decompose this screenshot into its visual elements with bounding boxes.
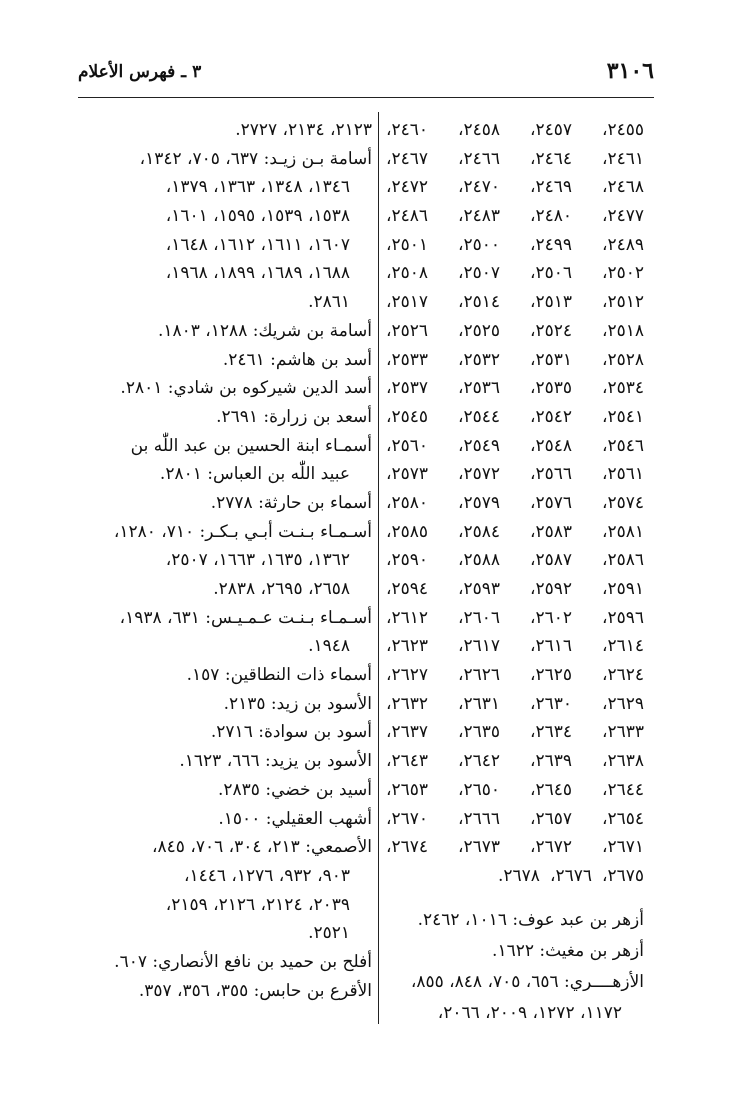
index-entry <box>92 747 372 776</box>
index-number: ٢٦٥٤، <box>601 808 644 829</box>
index-entry <box>92 805 372 834</box>
entry-continuation: ١٦٠٧، ١٦١١، ١٦١٢، ١٦٤٨، <box>165 234 350 255</box>
page-number: ٣١٠٦ <box>606 58 654 84</box>
index-entry <box>386 967 644 1029</box>
index-number: ٢٥١٨، <box>601 320 644 341</box>
entry-heading: الأصمعي: ٢١٣، ٣٠٤، ٧٠٦، ٨٤٥، <box>152 837 372 858</box>
index-number: ٢٥٠٠، <box>458 234 501 255</box>
index-number-row <box>386 231 644 260</box>
index-number: ٢٥٨٥، <box>386 521 429 542</box>
index-number: ٢٦١٧، <box>458 636 501 657</box>
index-number: ٢٥٣٤، <box>601 378 644 399</box>
index-entry <box>92 432 372 489</box>
index-number-row <box>386 690 644 719</box>
index-entry <box>92 977 372 1006</box>
index-number-row <box>386 747 644 776</box>
index-number-row <box>386 288 644 317</box>
entry-heading: أسـمـاء بـنـت عـمـيـس: ٦٣١، ١٩٣٨، <box>119 607 372 628</box>
index-number: ٢٥١٧، <box>386 292 429 313</box>
index-number-row <box>386 145 644 174</box>
index-entry <box>92 776 372 805</box>
index-number: ٢٦١٢، <box>386 607 429 628</box>
index-number: ٢٥٧٩، <box>458 492 501 513</box>
index-entry <box>92 346 372 375</box>
index-number: ٢٦٢٧، <box>386 665 429 686</box>
index-number-row <box>386 805 644 834</box>
entry-heading: أسمـاء ابنة الحسين بن عبد اللّٰه بن <box>130 435 372 456</box>
index-number: ٢٥٧٢، <box>458 464 501 485</box>
index-number: ٢٦٧٦، <box>549 865 592 886</box>
index-number: ٢٥٤٦، <box>601 435 644 456</box>
index-number-row <box>386 489 644 518</box>
index-entry <box>386 936 644 967</box>
index-number: ٢٦٢٩، <box>601 693 644 714</box>
index-number: ٢٥٩٣، <box>458 579 501 599</box>
index-number: ٢٦٣٣، <box>601 722 644 743</box>
index-number: ٢٦٧١، <box>601 837 644 858</box>
index-number: ٢٤٩٩، <box>529 234 573 255</box>
index-number-row <box>386 575 644 604</box>
index-number: ٢٤٥٨، <box>458 120 501 140</box>
index-number-row <box>386 862 644 891</box>
column-divider <box>378 112 379 1024</box>
index-number: ٢٥٣٧، <box>386 378 429 399</box>
index-number-row <box>386 632 644 661</box>
entry-continuation: ٢٨٦١. <box>308 292 350 313</box>
index-number: ٢٤٦٨، <box>601 177 644 198</box>
index-number: ٢٤٦٩، <box>529 177 573 198</box>
index-number: ٢٥٤٢، <box>529 406 573 427</box>
index-number-row <box>386 202 644 231</box>
index-entry <box>92 145 372 317</box>
index-number: ٢٥١٣، <box>529 292 573 313</box>
index-number: ٢٦٤٣، <box>386 751 429 772</box>
index-entry <box>92 518 372 604</box>
index-number: ٢٤٨٣، <box>458 206 501 227</box>
index-number: ٢٦٣١، <box>458 693 501 714</box>
index-number: ٢٦٣٨، <box>601 751 644 772</box>
entry-heading: أسيد بن خضي: ٢٨٣٥. <box>218 779 372 800</box>
entry-continuation: ١٥٣٨، ١٥٣٩، ١٥٩٥، ١٦٠١، <box>165 206 350 227</box>
index-number: ٢٥٢٦، <box>386 320 429 341</box>
index-entry <box>92 116 372 145</box>
index-number: ٢٥٧٦، <box>529 492 573 513</box>
index-number-row <box>386 374 644 403</box>
index-entry <box>386 905 644 936</box>
index-number: ٢٤٥٥، <box>601 120 644 140</box>
index-number: ٢٤٦٤، <box>529 148 573 169</box>
index-number: ٢٥٦٦، <box>529 464 573 485</box>
entry-continuation: ١١٧٢، ١٢٧٢، ٢٠٠٩، ٢٠٦٦، <box>437 1002 622 1023</box>
index-number: ٢٦١٤، <box>601 636 644 657</box>
index-number: ٢٤٦٠، <box>386 120 429 140</box>
entry-spacer <box>386 891 644 905</box>
index-number: ٢٦٢٣، <box>386 636 429 657</box>
entry-continuation: ٩٠٣، ٩٣٢، ١٢٧٦، ١٤٤٦، <box>183 865 350 886</box>
index-entry <box>92 317 372 346</box>
index-number: ٢٦٥٧، <box>529 808 573 829</box>
index-number-row <box>386 346 644 375</box>
index-number: ٢٤٦١، <box>601 148 644 169</box>
entry-heading: أسد الدين شيركوه بن شادي: ٢٨٠١. <box>120 378 372 399</box>
index-number: ٢٦٣٠، <box>529 693 573 714</box>
index-number-row <box>386 259 644 288</box>
index-number: ٢٦٤٢، <box>458 751 501 772</box>
entry-heading: أسـمـاء بـنـت أبـي بـكـر: ٧١٠، ١٢٨٠، <box>113 521 372 542</box>
entry-heading: أسد بن هاشم: ٢٤٦١. <box>222 349 372 370</box>
index-number: ٢٥٤٤، <box>458 406 501 427</box>
entry-heading: أزهر بن مغيث: ١٦٢٢. <box>492 940 644 961</box>
entry-heading: أسماء بن حارثة: ٢٧٧٨. <box>210 492 372 513</box>
right-column <box>386 116 644 1029</box>
index-number: ٢٦٧٨. <box>498 865 540 886</box>
index-number: ٢٥٣١، <box>529 349 573 370</box>
index-number: ٢٥٧٣، <box>386 464 429 485</box>
index-number: ٢٥٣٢، <box>458 349 501 370</box>
index-entry <box>92 948 372 977</box>
entry-continuation: ١٦٨٨، ١٦٨٩، ١٨٩٩، ١٩٦٨، <box>165 263 350 284</box>
index-entry <box>92 661 372 690</box>
left-column <box>92 116 372 1005</box>
entry-continuation: ١٩٤٨. <box>308 636 350 657</box>
index-number: ٢٥١٢، <box>601 292 644 313</box>
index-number: ٢٥٢٨، <box>601 349 644 370</box>
index-number: ٢٥٤٥، <box>386 406 429 427</box>
index-number: ٢٦٢٥، <box>529 665 573 686</box>
index-number: ٢٥٢٤، <box>529 320 573 341</box>
entry-continuation: ٢٥٢١. <box>308 923 350 944</box>
index-number: ٢٥٠٢، <box>601 263 644 284</box>
index-number: ٢٦٧٣، <box>458 837 501 858</box>
entry-heading: أفلح بن حميد بن نافع الأنصاري: ٦٠٧. <box>114 951 372 972</box>
index-number: ٢٥٣٣، <box>386 349 429 370</box>
index-number: ٢٥٨٦، <box>601 550 644 571</box>
index-number: ٢٥٠٧، <box>458 263 501 284</box>
entry-heading: أشهب العقيلي: ١٥٠٠. <box>218 808 372 829</box>
entry-heading: أسعد بن زرارة: ٢٦٩١. <box>216 406 372 427</box>
index-number: ٢٤٥٧، <box>529 120 573 140</box>
entry-heading: أسامة بـن زيـد: ٦٣٧، ٧٠٥، ١٣٤٢، <box>139 148 372 169</box>
index-number-row <box>386 173 644 202</box>
index-number: ٢٥٨٧، <box>529 550 573 571</box>
index-number: ٢٤٦٧، <box>386 148 429 169</box>
entry-heading: الأزهــــري: ٦٥٦، ٧٠٥، ٨٤٨، ٨٥٥، <box>410 971 644 992</box>
index-number: ٢٥١٤، <box>458 292 501 313</box>
entry-heading: ٢١٢٣، ٢١٣٤، ٢٧٢٧. <box>235 120 372 140</box>
index-number: ٢٥٦١، <box>601 464 644 485</box>
index-number-row <box>386 833 644 862</box>
entry-heading: أسماء ذات النطاقين: ١٥٧. <box>186 665 372 686</box>
index-number: ٢٦٧٢، <box>529 837 573 858</box>
index-number: ٢٤٧٠، <box>458 177 501 198</box>
index-number-row <box>386 518 644 547</box>
index-number: ٢٦٣٥، <box>458 722 501 743</box>
index-number: ٢٥٠١، <box>386 234 429 255</box>
index-number: ٢٥٧٤، <box>601 492 644 513</box>
index-entry <box>92 403 372 432</box>
index-number: ٢٥٩٤، <box>386 579 429 599</box>
index-number: ٢٥٠٨، <box>386 263 429 284</box>
entry-continuation: ٢٠٣٩، ٢١٢٤، ٢١٢٦، ٢١٥٩، <box>165 894 350 915</box>
index-number: ٢٦٣٤، <box>529 722 573 743</box>
index-number: ٢٦٣٩، <box>529 751 573 772</box>
index-number-row <box>386 432 644 461</box>
entry-continuation: عبيد اللّٰه بن العباس: ٢٨٠١. <box>159 464 350 485</box>
index-number-row <box>386 604 644 633</box>
entry-continuation: ٢٦٥٨، ٢٦٩٥، ٢٨٣٨. <box>213 579 350 599</box>
index-number: ٢٥٣٥، <box>529 378 573 399</box>
index-number: ٢٦٣٢، <box>386 693 429 714</box>
index-number: ٢٦١٦، <box>529 636 573 657</box>
index-number: ٢٥٨٨، <box>458 550 501 571</box>
entry-heading: أسامة بن شريك: ١٢٨٨، ١٨٠٣. <box>157 320 372 341</box>
index-number-row <box>386 403 644 432</box>
index-entry <box>92 489 372 518</box>
entry-continuation: ١٣٦٢، ١٦٣٥، ١٦٦٣، ٢٥٠٧، <box>165 550 350 571</box>
index-number: ٢٥٦٠، <box>386 435 429 456</box>
index-number: ٢٥٨٤، <box>458 521 501 542</box>
index-number: ٢٥٨٠، <box>386 492 429 513</box>
index-number: ٢٤٧٢، <box>386 177 429 198</box>
index-number-row <box>386 718 644 747</box>
index-number: ٢٦٧٤، <box>386 837 429 858</box>
index-number: ٢٦٥٣، <box>386 779 429 800</box>
index-number: ٢٤٨٠، <box>529 206 573 227</box>
index-number: ٢٦٧٠، <box>386 808 429 829</box>
index-entry <box>92 604 372 661</box>
index-number: ٢٥٤٩، <box>458 435 501 456</box>
index-number: ٢٥٣٦، <box>458 378 501 399</box>
index-number: ٢٤٦٦، <box>458 148 501 169</box>
entry-heading: أزهر بن عبد عوف: ١٠١٦، ٢٤٦٢. <box>417 909 644 930</box>
entry-heading: الأسود بن يزيد: ٦٦٦، ١٦٢٣. <box>179 751 372 772</box>
index-number-row <box>386 317 644 346</box>
index-number: ٢٤٧٧، <box>601 206 644 227</box>
index-entry <box>92 718 372 747</box>
index-number: ٢٥٢٥، <box>458 320 501 341</box>
header-rule <box>78 97 654 98</box>
entry-heading: الأسود بن زيد: ٢١٣٥. <box>223 693 372 714</box>
index-number: ٢٥٩٢، <box>529 579 573 599</box>
entry-continuation: ١٣٤٦، ١٣٤٨، ١٣٦٣، ١٣٧٩، <box>165 177 350 198</box>
index-number: ٢٥٩١، <box>601 579 644 599</box>
index-number: ٢٦٤٥، <box>529 779 573 800</box>
index-number: ٢٦٤٤، <box>601 779 644 800</box>
index-number: ٢٦٦٦، <box>458 808 501 829</box>
entry-heading: أسود بن سوادة: ٢٧١٦. <box>210 722 372 743</box>
index-number-row <box>386 776 644 805</box>
index-number: ٢٦٠٦، <box>458 607 501 628</box>
index-number: ٢٦٠٢، <box>529 607 573 628</box>
index-number: ٢٦٢٤، <box>601 665 644 686</box>
index-number: ٢٥٨١، <box>601 521 644 542</box>
index-number: ٢٥٨٣، <box>529 521 573 542</box>
index-number: ٢٦٥٠، <box>458 779 501 800</box>
index-number: ٢٥٤١، <box>601 406 644 427</box>
index-number: ٢٦٢٦، <box>458 665 501 686</box>
page-header <box>78 58 654 94</box>
running-title: ٣ ـ فهرس الأعلام <box>78 62 202 82</box>
index-number: ٢٦٣٧، <box>386 722 429 743</box>
index-entry <box>92 374 372 403</box>
index-number: ٢٥٩٦، <box>601 607 644 628</box>
index-number: ٢٥٠٦، <box>529 263 573 284</box>
index-number: ٢٤٨٦، <box>386 206 429 227</box>
index-number: ٢٥٩٠، <box>386 550 429 571</box>
index-number-row <box>386 116 644 145</box>
index-number-row <box>386 661 644 690</box>
index-number: ٢٥٤٨، <box>529 435 573 456</box>
index-number: ٢٦٧٥، <box>601 865 644 886</box>
index-entry <box>92 690 372 719</box>
entry-heading: الأقرع بن حابس: ٣٥٥، ٣٥٦، ٣٥٧. <box>138 980 372 1001</box>
index-entry <box>92 833 372 948</box>
index-number: ٢٤٨٩، <box>601 234 644 255</box>
index-number-row <box>386 546 644 575</box>
index-number-row <box>386 460 644 489</box>
